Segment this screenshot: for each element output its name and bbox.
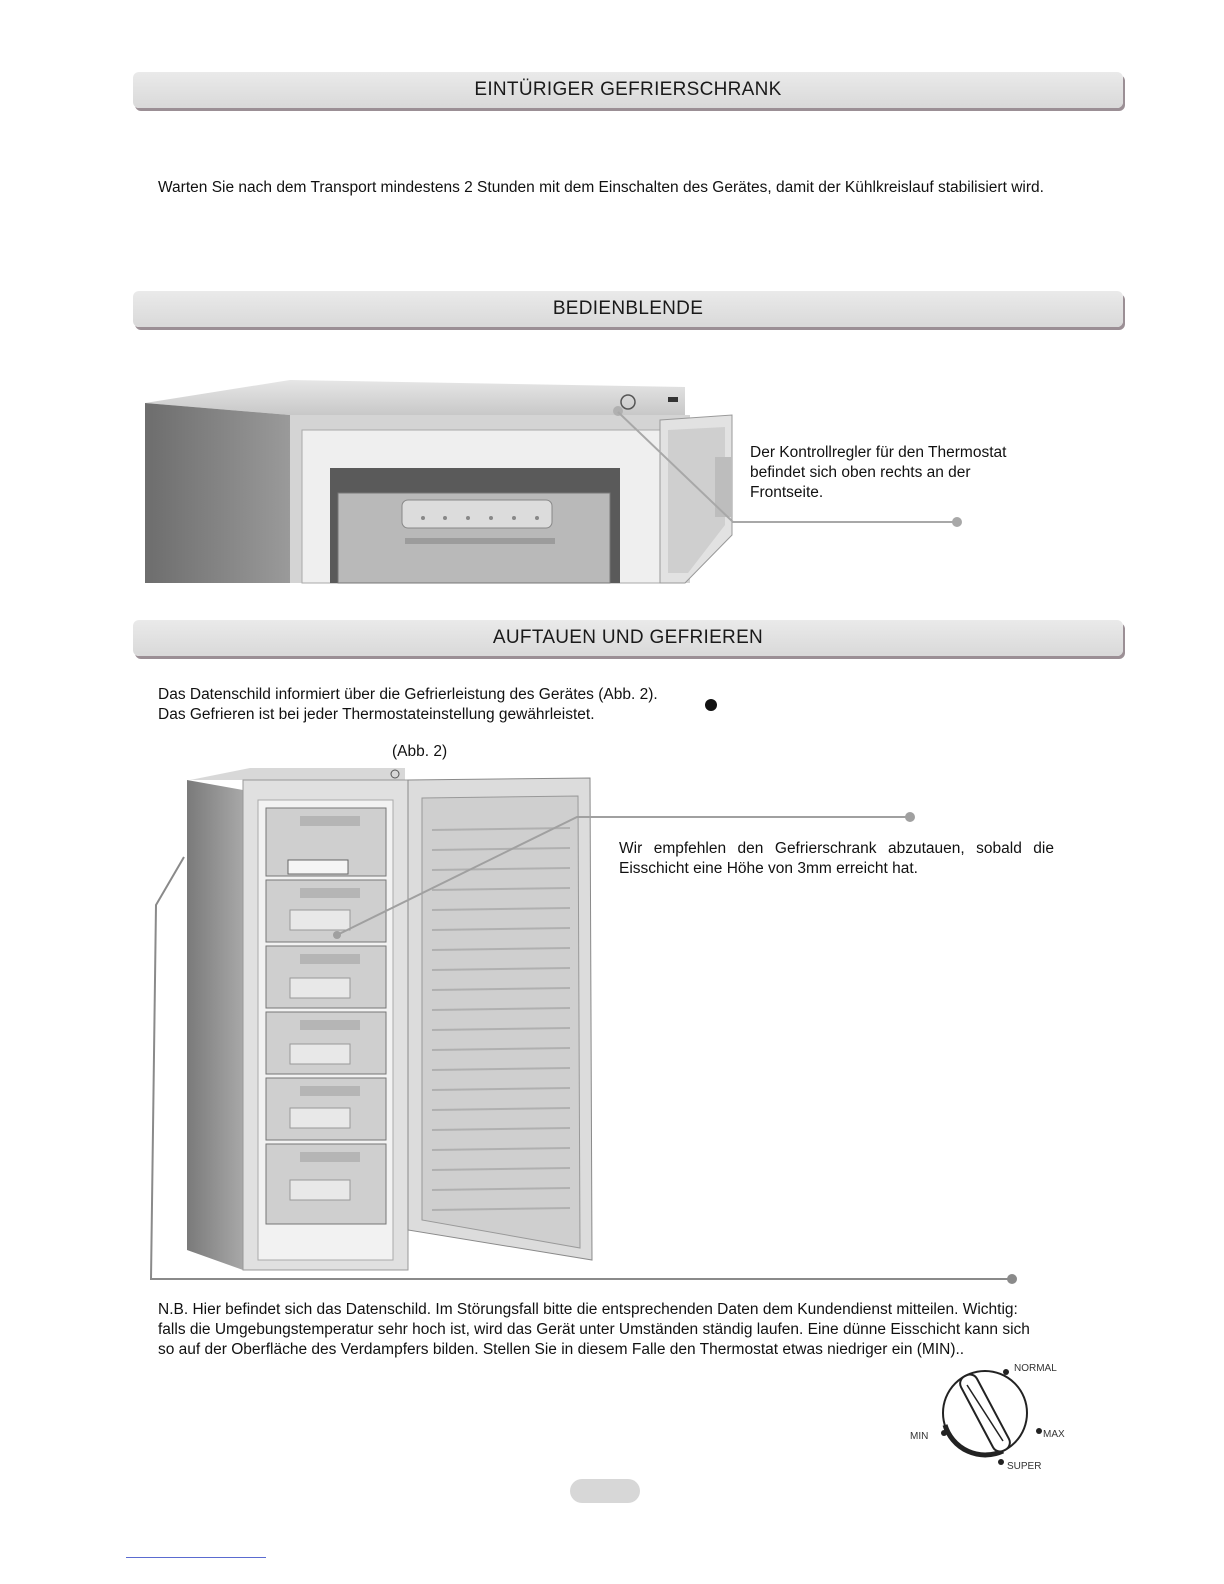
bullet-dot — [705, 699, 717, 711]
section-banner-bedienblende — [133, 291, 1123, 327]
freezing-info-line: Das Datenschild informiert über die Gefrierleistung des Gerätes (Abb. 2). — [158, 686, 658, 703]
freezing-info — [158, 685, 718, 725]
dial-label-min: MIN — [910, 1431, 929, 1442]
freezing-info-line: Das Gefrieren ist bei jeder Thermostateinstellung gewährleistet. — [158, 706, 595, 723]
transport-note: Warten Sie nach dem Transport mindestens 2 Stunden mit dem Einschalten des Gerätes, damit der Kühlkreislauf stabilisiert wird. — [158, 179, 1044, 196]
defrost-note: Wir empfehlen den Gefrierschrank abzutauen, sobald die Eisschicht eine Höhe von 3mm erreicht hat. — [619, 840, 1054, 877]
dial-label-normal: NORMAL — [1014, 1363, 1057, 1374]
caption-line: befindet sich oben rechts an der — [750, 464, 971, 481]
footer-note: N.B. Hier befindet sich das Datenschild. Im Störungsfall bitte die entsprechenden Daten dem Kundendienst mitteilen. Wichtig: falls die Umgebungstemperatur sehr hoch ist, wird das Gerät unter Umständen ständig laufen. Eine dünne Eisschicht kann sich so auf der Oberfläche des Verdampfers bilden. Stellen Sie in diesem Falle den Thermostat etwas niedriger ein (MIN).. — [158, 1301, 1030, 1358]
footer-rule — [126, 1557, 266, 1558]
page-number-pill — [570, 1479, 640, 1503]
caption-line: Frontseite. — [750, 484, 824, 501]
dial-label-max: MAX — [1043, 1429, 1065, 1440]
figure-label: (Abb. 2) — [392, 743, 448, 760]
section-title: EINTÜRIGER GEFRIERSCHRANK — [474, 79, 782, 100]
dial-label-super: SUPER — [1007, 1461, 1042, 1472]
section-banner-eintueriger-gefrierschrank — [133, 72, 1123, 108]
control-panel-caption — [750, 443, 1070, 503]
caption-line: Der Kontrollregler für den Thermostat — [750, 444, 1007, 461]
thermostat-dial-diagram — [905, 1355, 1080, 1475]
section-title: BEDIENBLENDE — [552, 298, 704, 319]
section-title: AUFTAUEN UND GEFRIEREN — [492, 627, 764, 648]
section-banner-auftauen-und-gefrieren — [133, 620, 1123, 656]
